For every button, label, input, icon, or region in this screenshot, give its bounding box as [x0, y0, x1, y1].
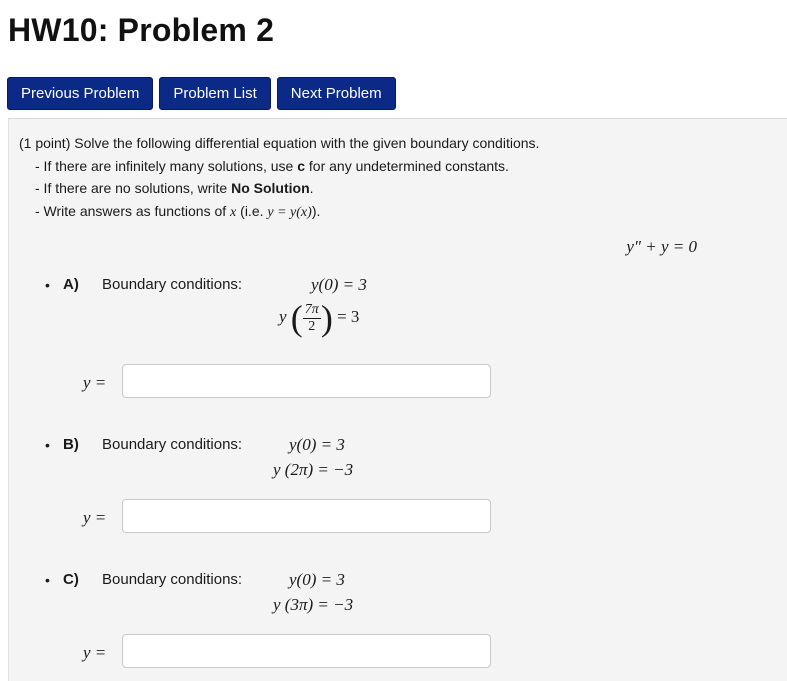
bc-function: y	[279, 306, 287, 326]
answer-input-a[interactable]	[122, 364, 491, 398]
fraction	[303, 302, 321, 335]
instruction-text: - If there are no solutions, write	[35, 180, 232, 196]
part-letter: B)	[63, 436, 79, 453]
bullet-icon: •	[45, 277, 50, 293]
bullet-icon: •	[45, 572, 50, 588]
instruction-text: for any undetermined constants.	[305, 157, 509, 174]
part-letter: C)	[63, 571, 79, 588]
math-expression: y = y(x)	[267, 204, 312, 220]
differential-equation: y″ + y = 0	[626, 237, 697, 256]
boundary-conditions-label: Boundary conditions:	[102, 436, 243, 453]
bc-rhs: = 3	[337, 306, 360, 326]
answer-label: y =	[83, 643, 107, 662]
boundary-condition-1: y(0) = 3	[289, 435, 345, 454]
next-problem-button[interactable]: Next Problem	[277, 77, 396, 110]
instruction-text: - Write answers as functions of	[35, 202, 231, 219]
bullet-icon: •	[45, 437, 50, 453]
instruction-text: - If there are infinitely many solutions, use	[35, 157, 298, 174]
boundary-condition-1: y(0) = 3	[311, 275, 367, 294]
boundary-condition-1: y(0) = 3	[289, 570, 345, 589]
boundary-condition-2: y (2π) = −3	[273, 460, 354, 479]
instruction-line-4	[19, 200, 539, 225]
answer-input-b[interactable]	[122, 499, 491, 533]
problem-list-button[interactable]: Problem List	[159, 77, 270, 110]
part-letter: A)	[63, 276, 79, 293]
problem-instructions	[19, 132, 539, 224]
answer-label: y =	[83, 373, 107, 392]
problem-nav	[7, 77, 396, 110]
instruction-bold: No Solution	[231, 180, 310, 196]
left-paren: (	[290, 298, 303, 338]
boundary-condition-2	[279, 297, 359, 339]
instruction-text: ).	[311, 202, 321, 219]
page-title: HW10: Problem 2	[8, 12, 275, 48]
instruction-line-2	[19, 155, 539, 178]
previous-problem-button[interactable]: Previous Problem	[7, 77, 153, 110]
boundary-conditions-label: Boundary conditions:	[102, 571, 243, 588]
instruction-text: .	[309, 180, 314, 196]
right-paren: )	[320, 298, 333, 338]
boundary-condition-2: y (3π) = −3	[273, 595, 354, 614]
problem-body	[8, 118, 787, 681]
fraction-denominator: 2	[308, 318, 316, 334]
instruction-bold: c	[297, 157, 306, 174]
instruction-text: (i.e.	[236, 202, 268, 219]
instruction-line-3	[19, 177, 539, 200]
fraction-numerator: 7π	[304, 301, 319, 317]
answer-label: y =	[83, 508, 107, 527]
boundary-conditions-label: Boundary conditions:	[102, 276, 243, 293]
answer-input-c[interactable]	[122, 634, 491, 668]
instruction-line-1: (1 point) Solve the following differential equation with the given boundary conditions.	[19, 135, 540, 151]
math-variable: x	[230, 204, 237, 220]
